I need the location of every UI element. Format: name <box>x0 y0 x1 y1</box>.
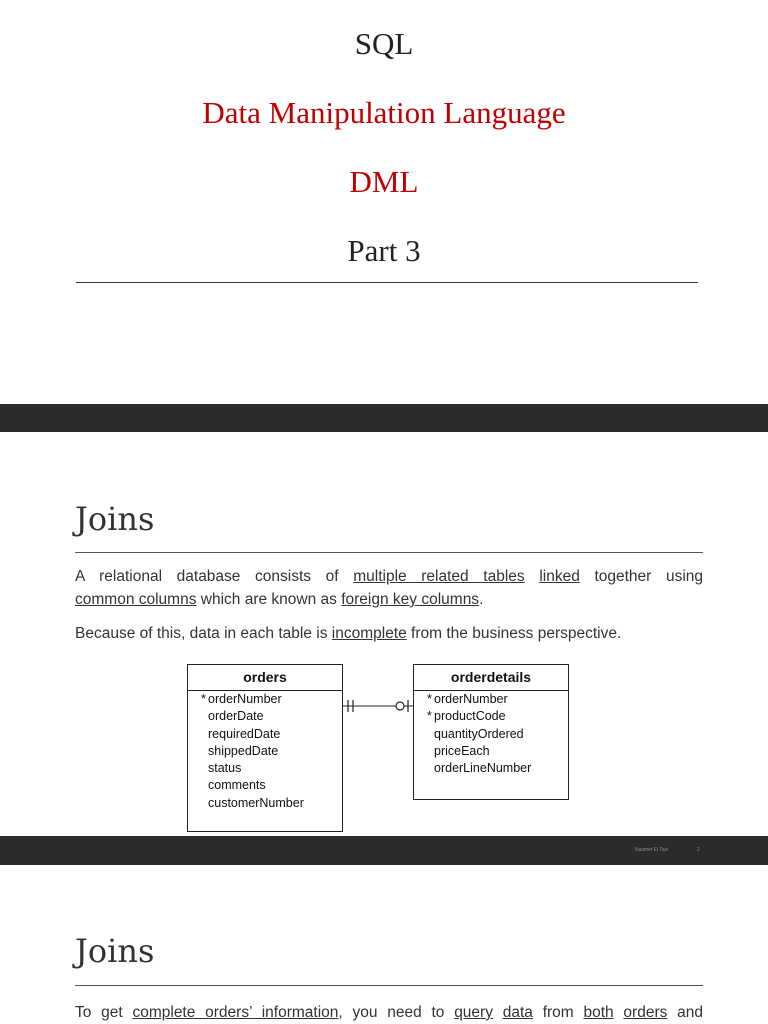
text-run <box>493 1004 503 1021</box>
one-to-many-relationship-connector <box>342 697 414 715</box>
underlined-term: orders <box>623 1004 668 1021</box>
underlined-term: multiple related tables <box>353 568 525 585</box>
title-slide <box>0 0 768 404</box>
underlined-term: data <box>502 1004 533 1021</box>
text-run: and <box>667 1004 703 1021</box>
title-divider <box>76 282 698 283</box>
slide-heading: Joins <box>75 932 155 970</box>
underlined-term: both <box>583 1004 614 1021</box>
heading-divider <box>75 552 703 553</box>
table-column-row <box>188 795 342 812</box>
text-run: Because of this, data in each table is <box>75 625 332 642</box>
footer-author: Nasmet El Tazi <box>635 847 669 853</box>
underlined-term: linked <box>539 568 580 585</box>
column-name: requiredDate <box>208 726 281 741</box>
underlined-term: incomplete <box>331 625 407 642</box>
table-column-row <box>188 777 342 794</box>
table-columns <box>414 691 568 777</box>
table-column-row <box>414 760 568 777</box>
column-name: status <box>208 761 242 776</box>
text-run <box>525 568 540 585</box>
table-column-row <box>414 691 568 708</box>
text-run: , you need to <box>338 1004 455 1021</box>
table-name: orders <box>188 665 342 691</box>
paragraph-line <box>75 1001 703 1024</box>
text-run: from the business perspective. <box>406 625 622 642</box>
slide-heading: Joins <box>75 500 155 538</box>
text-run: together using <box>579 568 704 585</box>
table-column-row <box>188 708 342 725</box>
text-run: To get <box>75 1004 133 1021</box>
column-name: orderNumber <box>434 692 508 706</box>
slide-title: SQL <box>354 26 414 61</box>
slide-subtitle-abbrev: DML <box>349 164 419 199</box>
text-run: A relational database consists of <box>75 568 354 585</box>
slide-subtitle: Data Manipulation Language <box>202 95 566 130</box>
text-run: . <box>479 591 484 608</box>
slide-footer-bar <box>0 836 768 865</box>
column-name: orderLineNumber <box>434 761 532 776</box>
slide-part-label: Part 3 <box>347 233 421 268</box>
underlined-term: query <box>454 1004 493 1021</box>
slide-separator <box>0 404 768 432</box>
paragraph <box>75 622 703 645</box>
table-column-row <box>188 760 342 777</box>
column-name: priceEach <box>434 743 490 758</box>
primary-key-marker: * <box>427 692 432 706</box>
column-name: orderNumber <box>208 692 282 706</box>
column-name: productCode <box>434 709 506 724</box>
primary-key-marker: * <box>201 692 206 706</box>
column-name: orderDate <box>208 709 264 724</box>
column-name: comments <box>208 778 266 793</box>
paragraph-line <box>75 565 703 588</box>
text-run <box>614 1004 624 1021</box>
orderdetails-table-box <box>413 664 569 800</box>
table-name: orderdetails <box>414 665 568 691</box>
table-column-row <box>414 743 568 760</box>
underlined-term: common columns <box>75 591 197 608</box>
table-column-row <box>414 708 568 725</box>
column-name: shippedDate <box>208 743 279 758</box>
table-column-row <box>188 743 342 760</box>
text-run: from <box>532 1004 584 1021</box>
underlined-term: foreign key columns <box>341 591 480 608</box>
orders-table-box <box>187 664 343 832</box>
paragraph-line <box>75 588 703 611</box>
footer-page-number: 2 <box>697 847 700 853</box>
table-column-row <box>414 726 568 743</box>
primary-key-marker: * <box>427 709 432 724</box>
heading-divider <box>75 985 703 986</box>
text-run: which are known as <box>196 591 342 608</box>
underlined-term: complete orders’ information <box>132 1004 339 1021</box>
column-name: customerNumber <box>208 795 304 810</box>
column-name: quantityOrdered <box>434 726 524 741</box>
table-column-row <box>188 726 342 743</box>
table-column-row <box>188 691 342 708</box>
table-columns <box>188 691 342 812</box>
